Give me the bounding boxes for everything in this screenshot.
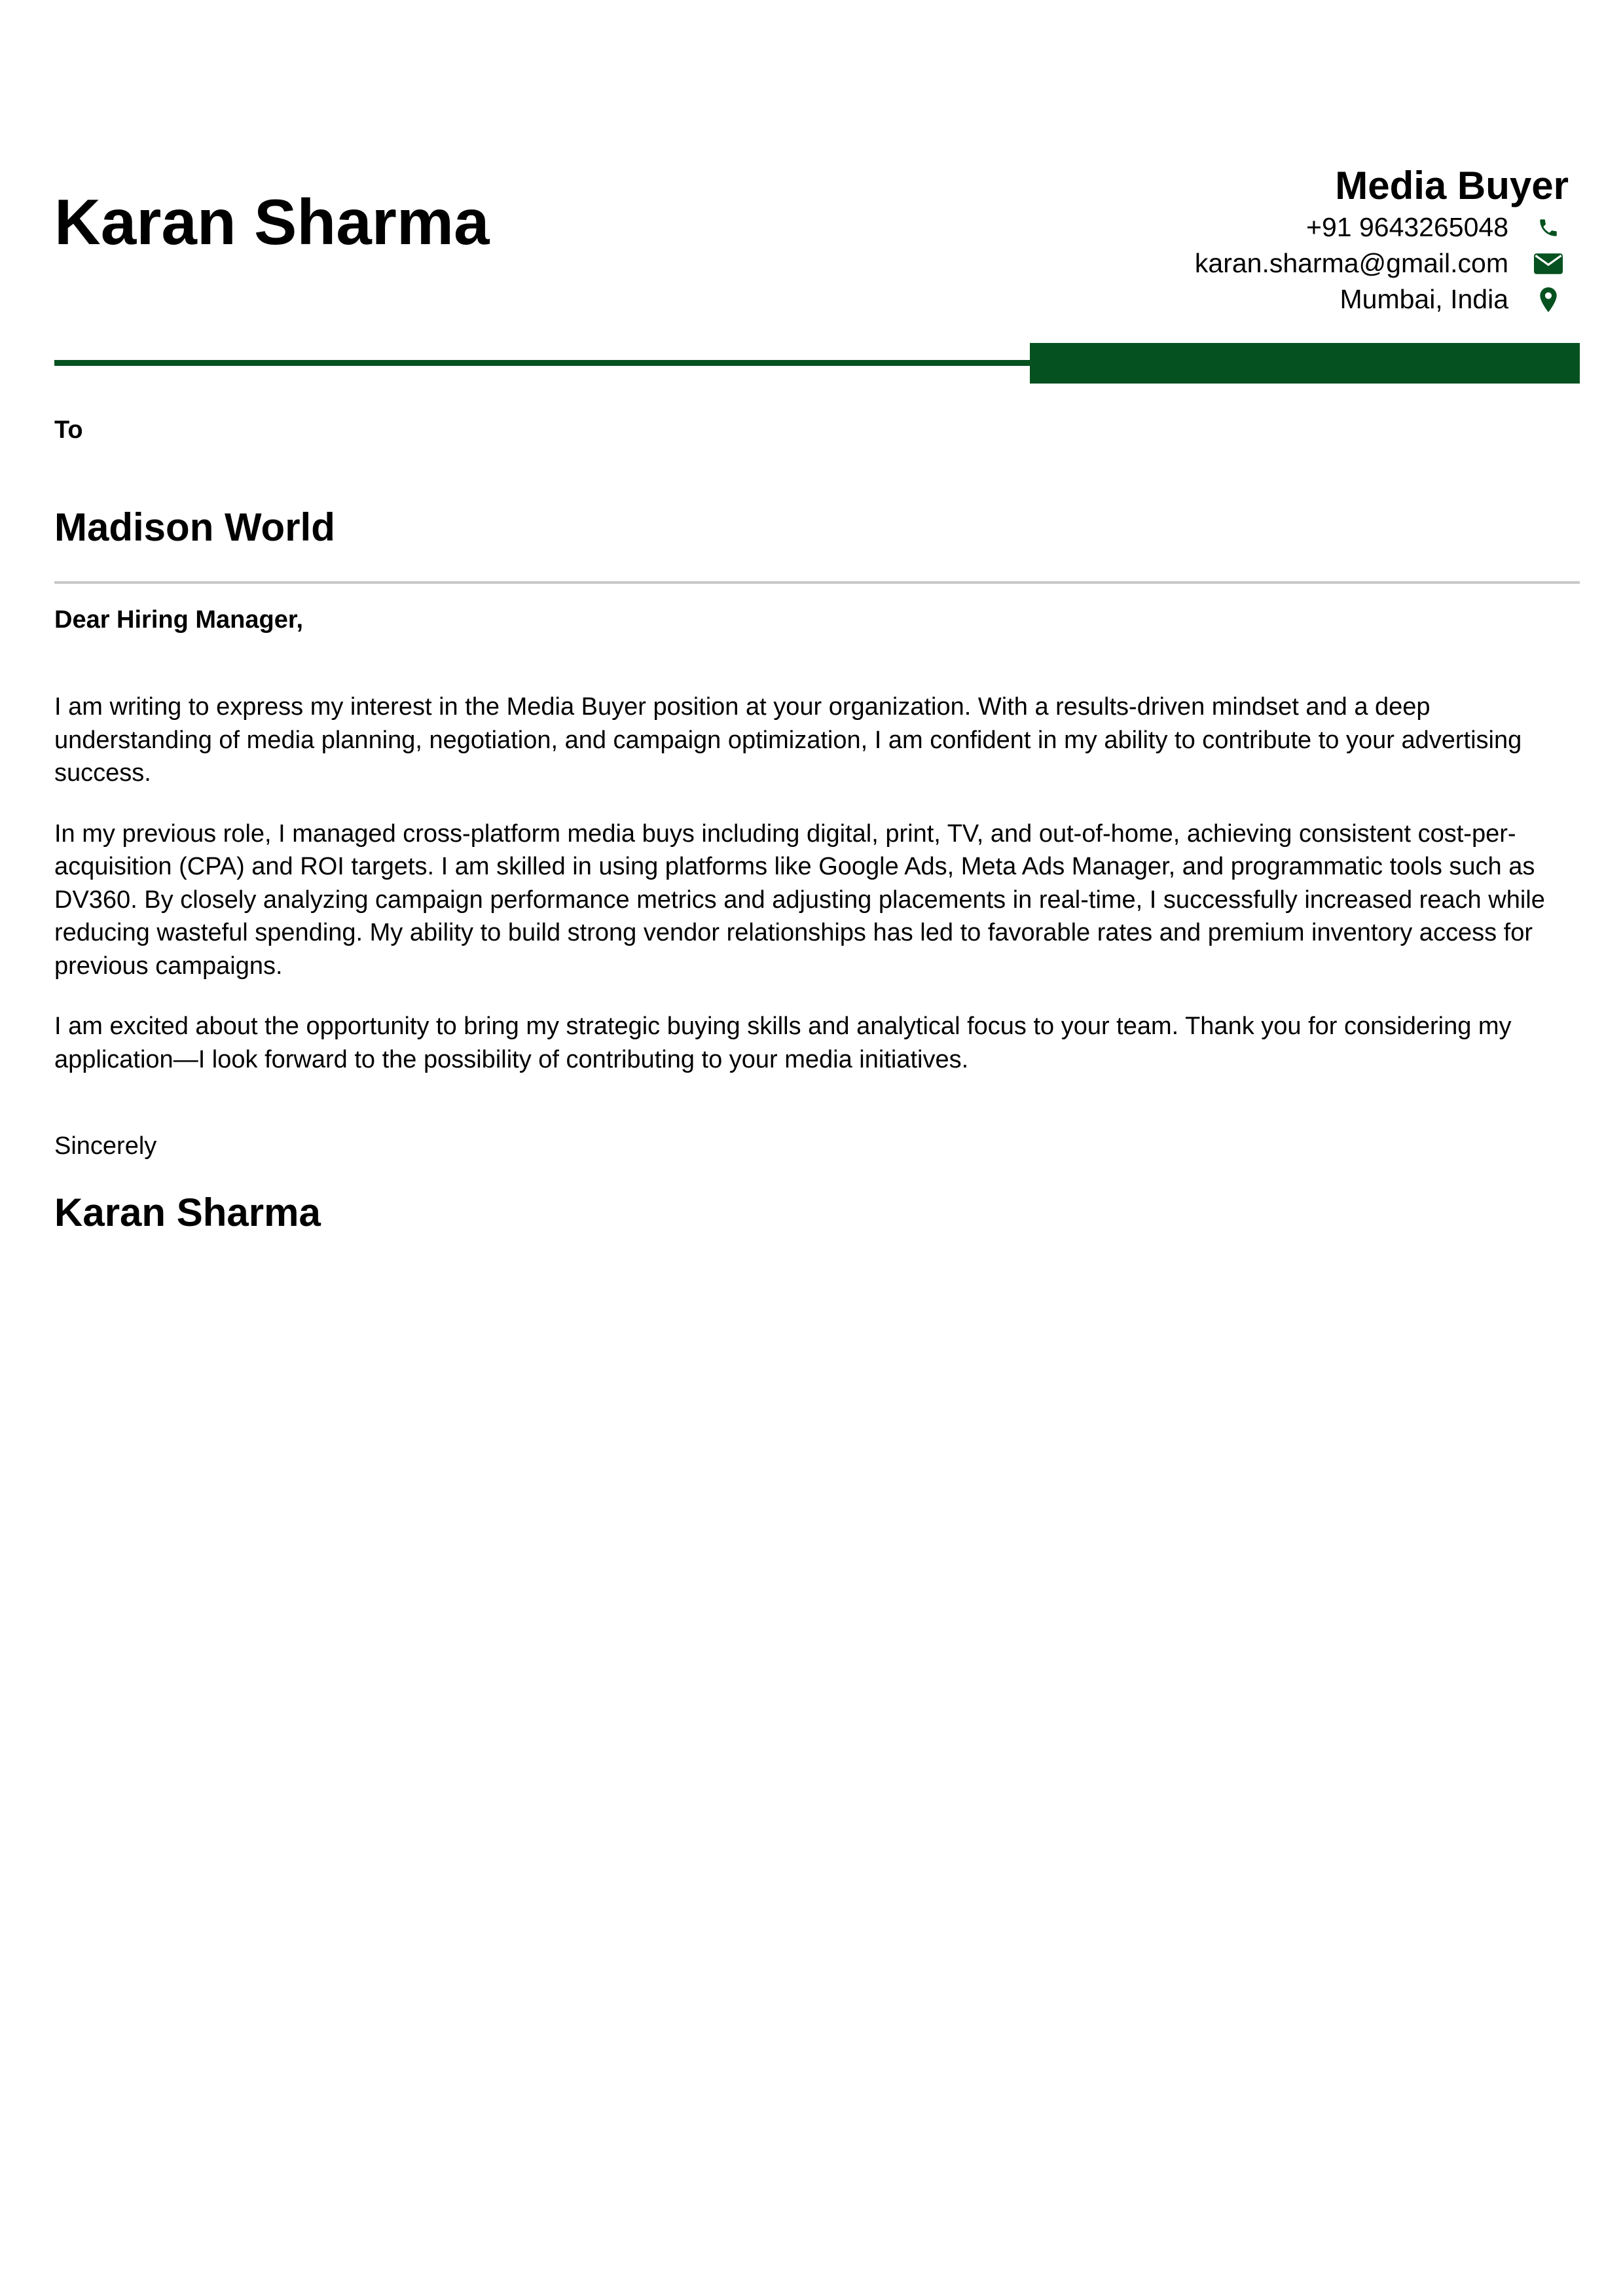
phone-icon: [1528, 217, 1569, 239]
letter-paragraph: In my previous role, I managed cross-platform media buys including digital, print, TV, and out-of-home, achieving consistent cost-per-acquisition (CPA) and ROI targets. I am skilled in using platforms like Google Ads, Meta Ads Manager, and programmatic tools such as DV360. By closely analyzing campaign performance metrics and adjusting placements in real-time, I successfully increased reach while reducing wasteful spending. My ability to build strong vendor relationships has led to favorable rates and premium inventory access for previous campaigns.: [54, 819, 1545, 980]
signature-name: Karan Sharma: [54, 1191, 321, 1234]
letter-greeting: Dear Hiring Manager,: [54, 606, 304, 634]
header-contact-block: [1195, 162, 1569, 317]
header-rule-line: [54, 360, 1030, 366]
job-title: Media Buyer: [1335, 164, 1569, 207]
contact-phone-row: [1195, 209, 1569, 245]
section-divider: [54, 581, 1580, 584]
contact-location: Mumbai, India: [1340, 284, 1508, 314]
envelope-icon: [1528, 253, 1569, 275]
recipient-company: Madison World: [54, 505, 335, 549]
letter-body: [54, 691, 1580, 1103]
contact-phone: +91 9643265048: [1306, 212, 1508, 242]
to-label: To: [54, 416, 83, 444]
letter-paragraph: I am excited about the opportunity to bring my strategic buying skills and analytical focus to your team. Thank you for considering my application—I look forward to the possibility of contributing to your media initiatives.: [54, 1013, 1512, 1073]
contact-location-row: [1195, 281, 1569, 317]
header-rule-accent-block: [1030, 343, 1580, 384]
contact-email: karan.sharma@gmail.com: [1194, 248, 1508, 278]
letter-paragraph: I am writing to express my interest in the Media Buyer position at your organization. With a results-driven mindset and a deep understanding of media planning, negotiation, and campaign optimization, I am confident in my ability to contribute to your advertising success.: [54, 693, 1522, 787]
contact-email-row: [1195, 245, 1569, 281]
letter-closing: Sincerely: [54, 1132, 157, 1160]
applicant-name: Karan Sharma: [54, 186, 490, 258]
map-pin-icon: [1528, 287, 1569, 312]
